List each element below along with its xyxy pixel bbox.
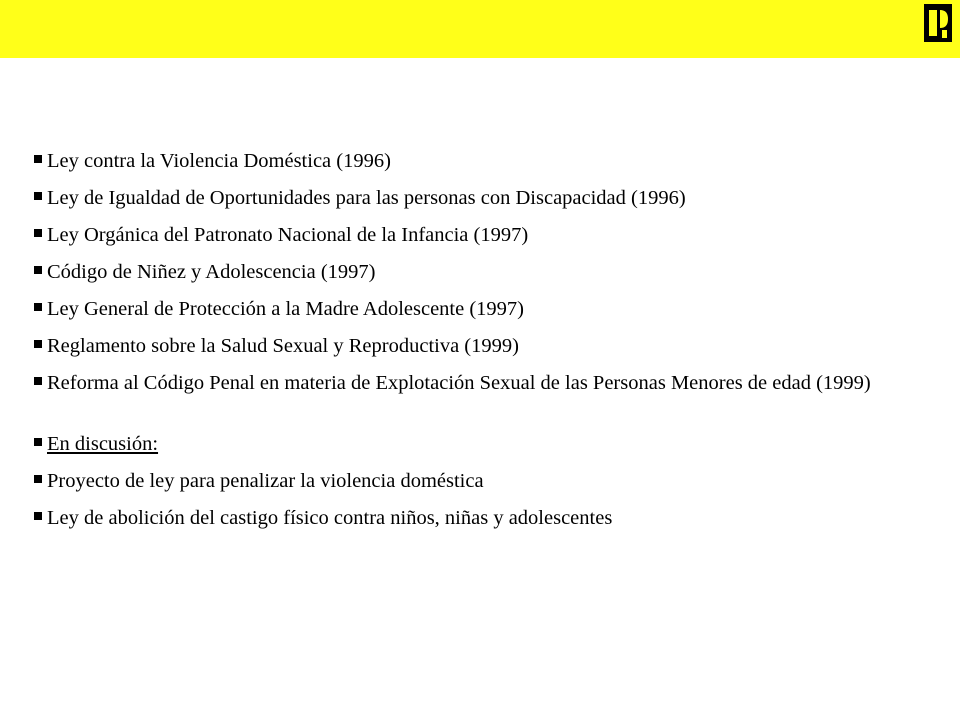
list-item (34, 296, 926, 323)
square-bullet-icon (34, 475, 42, 483)
list-item-text: Ley Orgánica del Patronato Nacional de la Infancia (1997) (47, 224, 529, 246)
list-item-text: Ley de abolición del castigo físico contra niños, niñas y adolescentes (47, 507, 613, 529)
list-item (34, 333, 926, 360)
list-item-text: Código de Niñez y Adolescencia (1997) (47, 261, 376, 283)
list-item-text: Ley contra la Violencia Doméstica (1996) (47, 150, 391, 172)
list-item-text: Reforma al Código Penal en materia de Explotación Sexual de las Personas Menores de edad (1999) (47, 372, 871, 394)
square-bullet-icon (34, 377, 42, 385)
square-bullet-icon (34, 512, 42, 520)
list-item (34, 505, 926, 532)
header-bar (0, 0, 960, 58)
square-bullet-icon (34, 438, 42, 446)
slide-content (34, 148, 926, 542)
square-bullet-icon (34, 303, 42, 311)
list-item-text: Ley de Igualdad de Oportunidades para las personas con Discapacidad (1996) (47, 187, 686, 209)
discussion-heading-text: En discusión: (47, 433, 159, 455)
section-spacer (34, 407, 926, 431)
list-item (34, 259, 926, 286)
list-item (34, 185, 926, 212)
pani-logo (918, 2, 958, 58)
list-item-text: Ley General de Protección a la Madre Adolescente (1997) (47, 298, 524, 320)
list-item (34, 222, 926, 249)
square-bullet-icon (34, 266, 42, 274)
square-bullet-icon (34, 340, 42, 348)
list-item (34, 370, 926, 397)
list-item (34, 148, 926, 175)
list-item-text: Proyecto de ley para penalizar la violencia doméstica (47, 470, 484, 492)
discussion-heading (34, 431, 926, 458)
list-item-text: Reglamento sobre la Salud Sexual y Reproductiva (1999) (47, 335, 519, 357)
square-bullet-icon (34, 229, 42, 237)
square-bullet-icon (34, 192, 42, 200)
square-bullet-icon (34, 155, 42, 163)
list-item (34, 468, 926, 495)
